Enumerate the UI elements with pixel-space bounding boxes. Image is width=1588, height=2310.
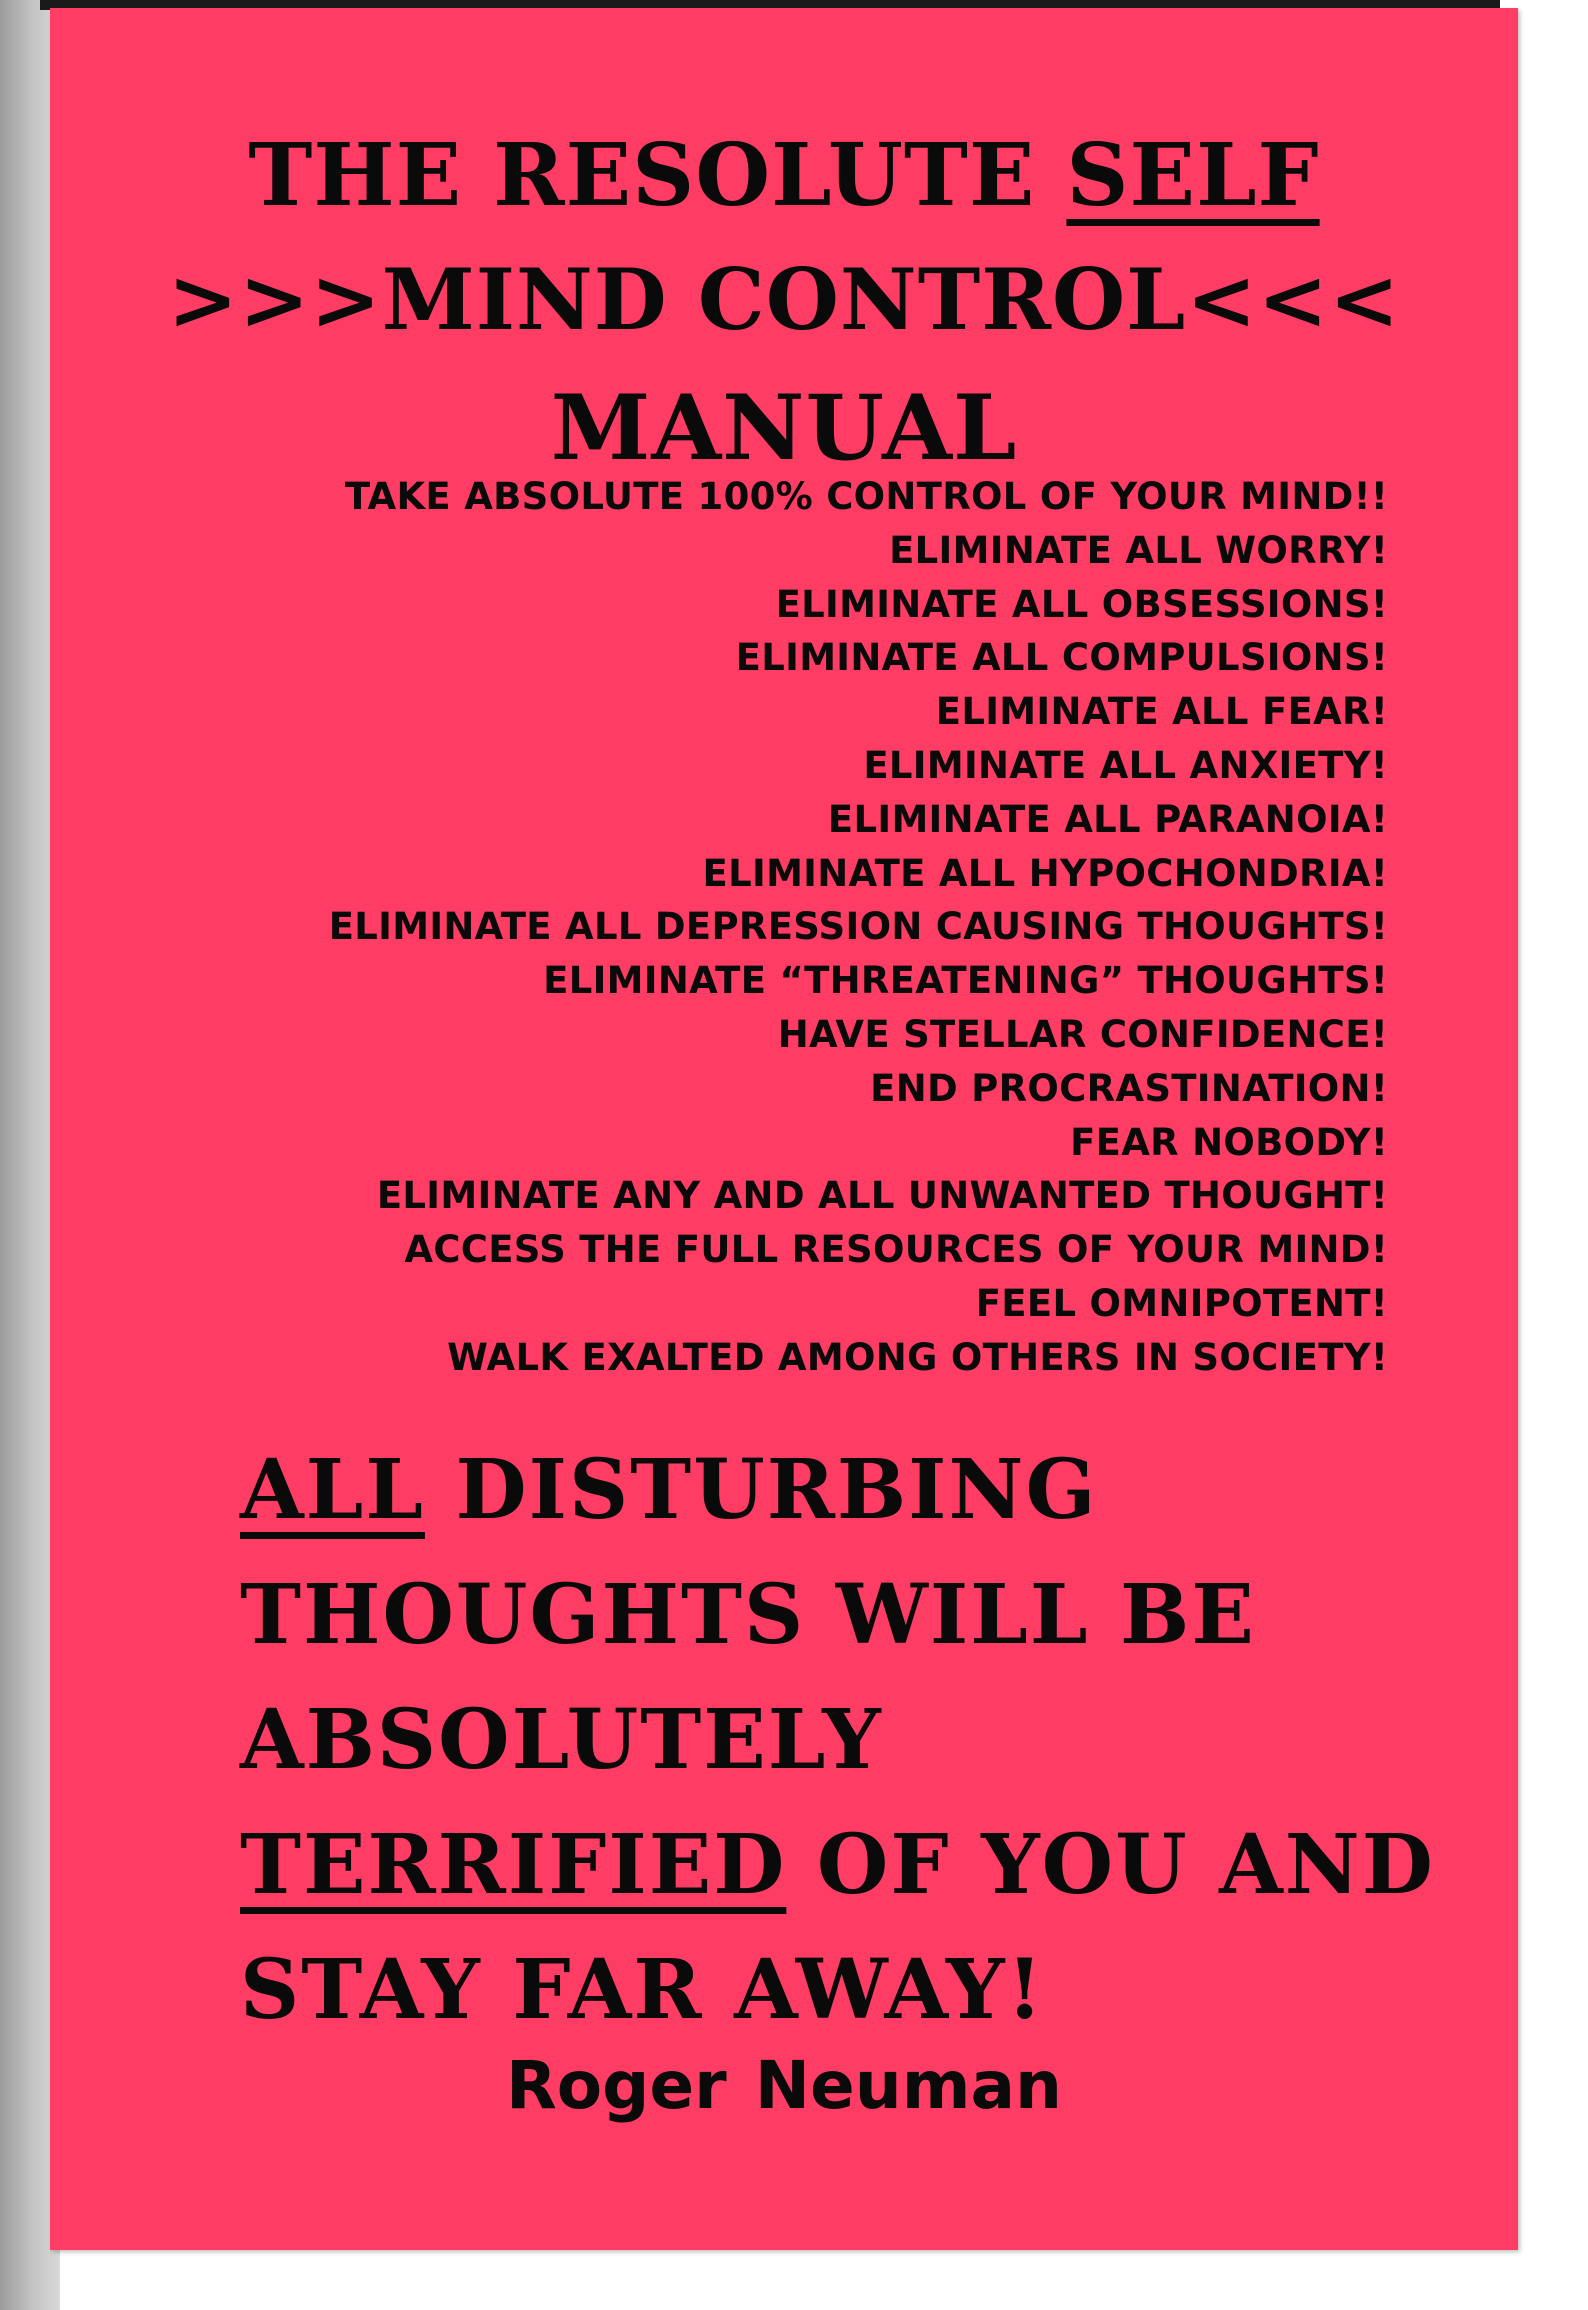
headline-line-2: THOUGHTS WILL BE [240,1567,1256,1663]
tagline: FEAR NOBODY! [1070,1120,1388,1164]
title-line-1 [50,125,1518,226]
headline-all-underlined: ALL [240,1442,425,1538]
title-part-1: THE RESOLUTE [248,125,1067,226]
tagline: ELIMINATE ALL OBSESSIONS! [775,582,1388,626]
tagline: FEEL OMNIPOTENT! [975,1281,1388,1325]
tagline: ELIMINATE “THREATENING” THOUGHTS! [543,959,1388,1003]
headline-line-3: ABSOLUTELY [240,1692,883,1788]
tagline: ELIMINATE ALL COMPULSIONS! [735,636,1388,680]
tagline: HAVE STELLAR CONFIDENCE! [777,1012,1388,1056]
author-name [50,2047,1518,2124]
headline-line-1-rest: DISTURBING [424,1442,1098,1538]
title-line-3: MANUAL [550,375,1018,481]
author-last-name: Neuman [754,2047,1062,2124]
headline-line-4 [240,1803,1460,1928]
title-self-underlined: SELF [1066,125,1320,226]
tagline: ELIMINATE ALL FEAR! [935,690,1388,734]
author-first-name: Roger [505,2047,727,2124]
title-line-2: >>>MIND CONTROL<<< [167,250,1401,349]
tagline: ELIMINATE ALL ANXIETY! [863,743,1388,787]
book-cover [50,8,1518,2250]
tagline: ACCESS THE FULL RESOURCES OF YOUR MIND! [404,1228,1388,1272]
headline-line-1 [240,1428,1460,1553]
tagline: WALK EXALTED AMONG OTHERS IN SOCIETY! [447,1335,1388,1379]
headline-terrified-underlined: TERRIFIED [240,1817,787,1913]
tagline: END PROCRASTINATION! [870,1066,1388,1110]
tagline: ELIMINATE ALL DEPRESSION CAUSING THOUGHTS! [328,905,1388,949]
tagline: TAKE ABSOLUTE 100% CONTROL OF YOUR MIND!! [344,475,1388,518]
headline-line-5: STAY FAR AWAY! [240,1942,1045,2038]
headline [240,1428,1460,2053]
tagline: ELIMINATE ANY AND ALL UNWANTED THOUGHT! [376,1174,1388,1218]
headline-line-4-rest: OF YOU AND [786,1817,1435,1913]
tagline-list [288,470,1388,1385]
tagline: ELIMINATE ALL PARANOIA! [827,797,1388,841]
tagline: ELIMINATE ALL HYPOCHONDRIA! [702,851,1388,895]
tagline: ELIMINATE ALL WORRY! [889,528,1388,572]
